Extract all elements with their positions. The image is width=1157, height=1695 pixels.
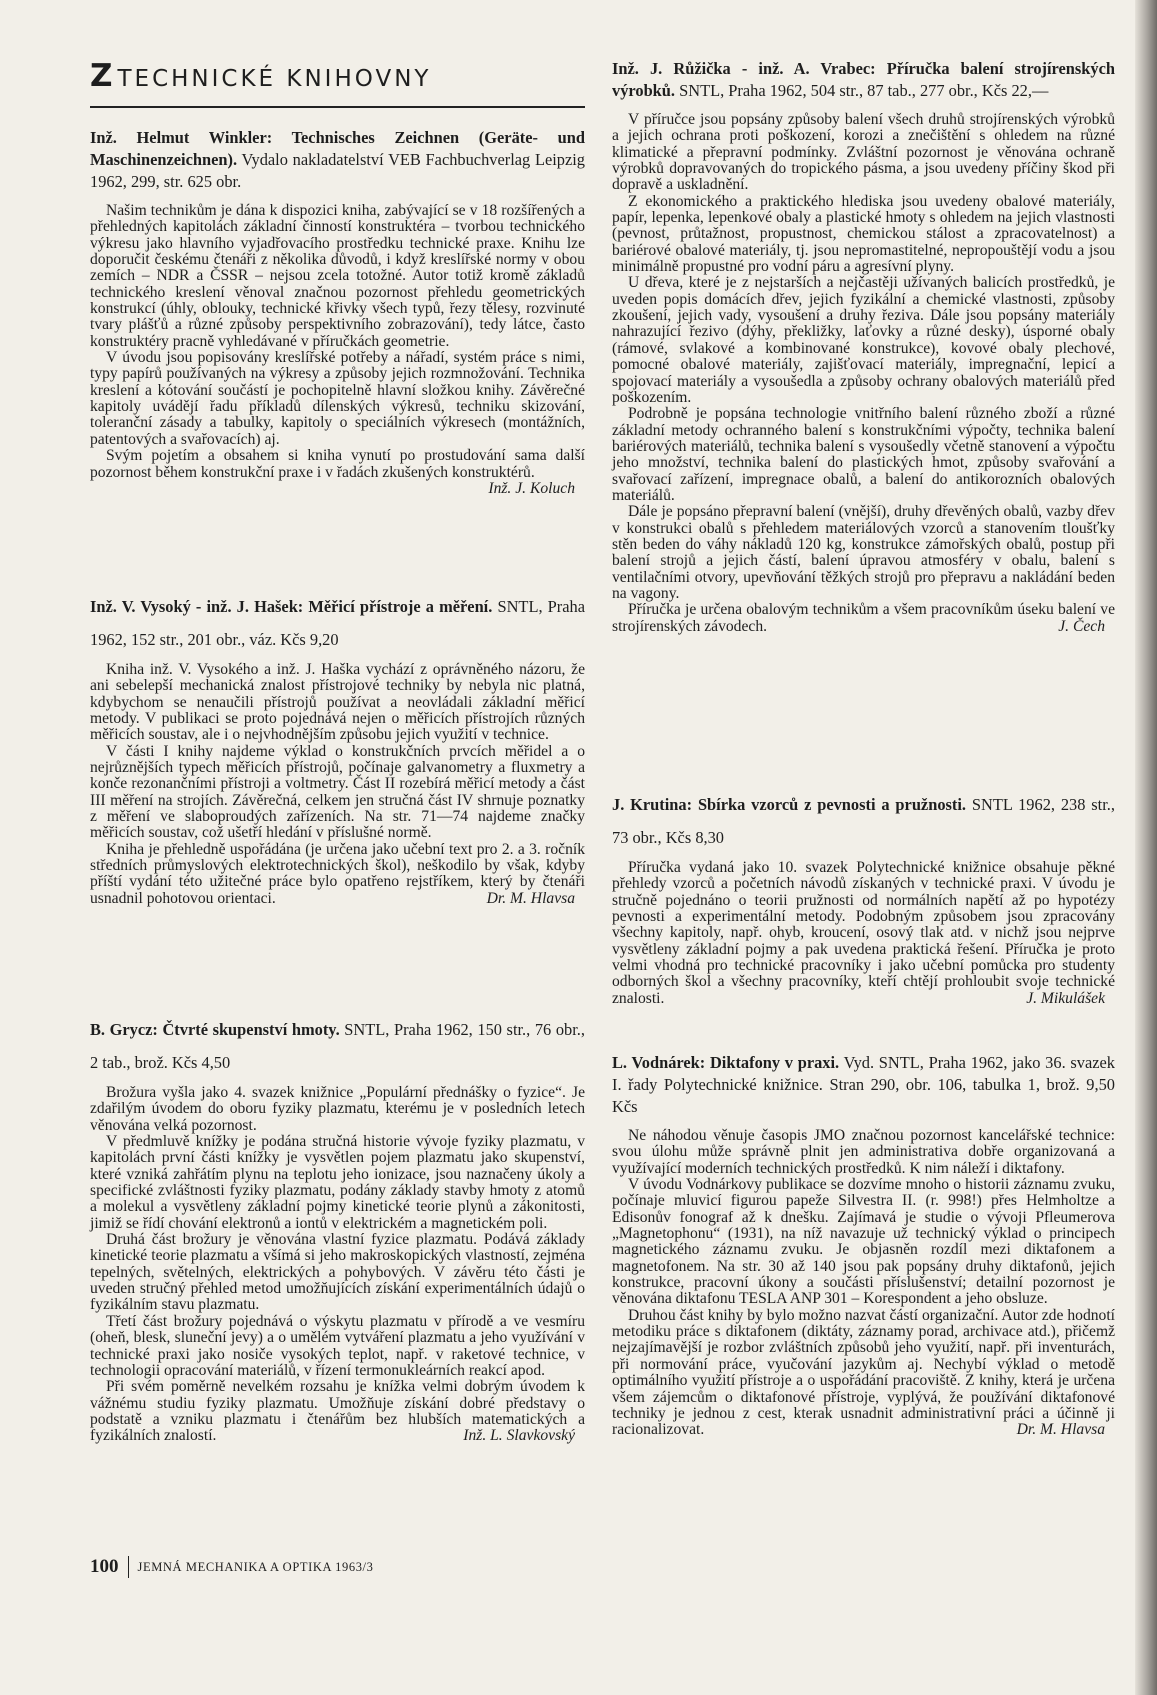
review-paragraph: Našim technikům je dána k dispozici kniha, zabývající se v 18 rozšířených a přehledných kapitolách základní činností konstruktéra – tvorbou technického výkresu jako hlavního vyjadřovacího prostředku technické praxe. Knihu lze doporučit českému čtenáři z několika důvodů, i když kreslířské normy v obou zemích – NDR a ČSSR – nejsou zcela totožné. Autor totiž kromě základů technického kreslení věnoval značnou pozornost přehledu geometrických konstrukcí (úhly, oblouky, technické křivky všech typů, řezy tělesy, rozvinuté tvary plášťů a různé způsoby perspektivního zobrazování), tedy látce, často konstruktéry pracně vyhledávané v příručkách geometrie.	[90, 202, 585, 350]
page-number: 100	[90, 1556, 119, 1577]
review-paragraph: Ne náhodou věnuje časopis JMO značnou pozornost kancelářské technice: svou úlohu může správně plnit jen administrativa dobře organizovaná a využívající moderních technických prostředků. K nim náleží i diktafony.	[612, 1127, 1115, 1177]
page-binding-shadow	[1135, 0, 1157, 1695]
review-paragraph: Druhou část knihy by bylo možno nazvat částí organizační. Autor zde hodnotí metodiku práce s diktafonem (diktáty, záznamy porad, archivace atd.), přičemž nejzajímavější je rozbor zvláštních způsobů jeho využití, např. při inventurách, při normování práce, vyučování jazykům aj. Nechybí výklad o metodě optimálního využití přístroje a o uspořádání pracoviště. Z knihy, která je určena všem zájemcům o diktafonové přístroje, vyplývá, že používání diktafonové techniky je jednou z cest, kterak usnadnit administrativní práci a účinně ji racionalizovat. Dr. M. Hlavsa	[612, 1306, 1115, 1439]
review-vysoky-hasek	[90, 590, 585, 907]
section-heading-text: TECHNICKÉ KNIHOVNY	[117, 66, 432, 92]
review-heading: B. Grycz: Čtvrté skupenství hmoty. SNTL, Praha 1962, 150 str., 76 obr., 2 tab., brož. Kčs 4,50	[90, 1020, 585, 1072]
review-signature: Dr. M. Hlavsa	[486, 889, 575, 907]
review-grycz	[90, 1013, 585, 1445]
review-body	[612, 112, 1115, 635]
review-signature: J. Mikulášek	[1026, 989, 1105, 1007]
section-heading-initial: Z	[90, 58, 114, 94]
review-paragraph: U dřeva, které je z nejstarších a nejčastěji užívaných balicích prostředků, je uveden popis domácích dřev, jejich fyzikální a chemické vlastnosti, způsoby zkoušení, jejich vady, vysoušení a druhy řeziva. Dále jsou popsány materiály nahrazující řezivo (dýhy, překližky, laťovky a různé desky), úsporné obaly (rámové, svlakové a kombinované konstrukce), kovové obaly plechové, pomocné obalové materiály, zajišťovací materiály, impregnační, lepicí a spojovací materiály a vysoušedla a způsoby ochrany obalových materiálů před poškozením.	[612, 274, 1115, 406]
review-body	[612, 860, 1115, 1007]
review-body	[90, 662, 585, 907]
review-vodnarek	[612, 1052, 1115, 1439]
review-paragraph: Svým pojetím a obsahem si kniha vynutí po prostudování sama další pozornost během konstrukční praxe i v řadách zkušených konstruktérů. Inž. J. Koluch	[90, 447, 585, 497]
review-paragraph: Druhá část brožury je věnována vlastní fyzice plazmatu. Podává základy kinetické teorie plazmatu a všímá si jeho makroskopických vlastností, zejména tepelných, světelných, elektrických a pohybových. V závěru této části je uveden stručný přehled metod umožňujících získání experimentálních údajů o fyzikálním stavu plazmatu.	[90, 1231, 585, 1314]
review-paragraph: V úvodu jsou popisovány kreslířské potřeby a nářadí, systém práce s nimi, typy papírů používaných na výkresy a způsoby jejich rozmnožování. Technika kreslení a kótování součástí je pochopitelně hlavní složkou knihy. Závěrečné kapitoly uvádějí řadu příkladů dílenských výkresů, techniku skizování, toleranční zásady a tabulky, kapitoly o speciálních výkresech (montážních, patentových a svařovacích) aj.	[90, 349, 585, 448]
review-heading: Inž. Helmut Winkler: Technisches Zeichnen (Geräte- und Maschinenzeichnen). Vydalo nakladatelství VEB Fachbuchverlag Leipzig 1962, 299, str. 625 obr.	[90, 128, 585, 191]
review-paragraph: Příručka vydaná jako 10. svazek Polytechnické knižnice obsahuje pěkné přehledy vzorců a početních návodů získaných v technické praxi. V úvodu je stručně pojednáno o teorii pružnosti od normálních napětí až po hypotézy pevnosti a experimentální metody. Podobným způsobem jsou zpracovány všechny kapitoly, např. ohyb, kroucení, osový tlak atd. v nichž jsou nejprve vysvětleny základní pojmy a pak uvedena praktická řešení. Příručka je proto velmi vhodná pro technické pracovníky i jako učební pomůcka pro studenty odborných škol a všechny pracovníky, kteří chtějí prohloubit svoje technické znalosti. J. Mikulášek	[612, 859, 1115, 1007]
review-paragraph: Brožura vyšla jako 4. svazek knižnice „Populární přednášky o fyzice“. Je zdařilým úvodem do oboru fyziky plazmatu, kterému je v posledních letech věnována velká pozornost.	[90, 1084, 585, 1134]
review-heading: J. Krutina: Sbírka vzorců z pevnosti a pružnosti. SNTL 1962, 238 str., 73 obr., Kčs 8,30	[612, 795, 1115, 847]
review-paragraph: Dále je popsáno přepravní balení (vnější), druhy dřevěných obalů, vazby dřev v konstrukci obalů s přehledem materiálových vzorců a stanovením tloušťky stěn beden do váhy nákladů 120 kg, konstrukce zámořských obalů, postup při balení strojů a jejich částí, balení úpravou atmosféry v obalu, balení s ventilačními otvory, upevňování těžkých strojů pro přepravu a nakládání beden na vagony.	[612, 503, 1115, 602]
review-heading: L. Vodnárek: Diktafony v praxi. Vyd. SNTL, Praha 1962, jako 36. svazek I. řady Polytechnické knižnice. Stran 290, obr. 106, tabulka 1, brož. 9,50 Kčs	[612, 1053, 1115, 1116]
review-paragraph: Kniha inž. V. Vysokého a inž. J. Haška vychází z oprávněného názoru, že ani sebelepší mechanická znalost přístrojové techniky by nebyla nic platná, kdybychom se nenaučili přístrojů používat a neovládali základní měřicí metody. V publikaci se proto pojednává nejen o měřicích přístrojích různých měřicích soustav, ale i o nejvhodnějším způsobu jejich využití v technice.	[90, 661, 585, 744]
review-signature: Inž. L. Slavkovský	[463, 1427, 575, 1445]
review-paragraph: Kniha je přehledně uspořádána (je určena jako učební text pro 2. a 3. ročník středních průmyslových elektrotechnických škol), neškodilo by však, kdyby příští vydání této užitečné práce bylo opatřeno rejstříkem, který by čtenáři usnadnil pohotovou orientaci. Dr. M. Hlavsa	[90, 840, 585, 907]
review-heading: Inž. J. Růžička - inž. A. Vrabec: Příručka balení strojírenských výrobků. SNTL, Praha 1962, 504 str., 87 tab., 277 obr., Kčs 22,—	[612, 59, 1115, 100]
review-body	[90, 202, 585, 497]
review-krutina	[612, 788, 1115, 1007]
review-ruzicka-vrabec	[612, 58, 1115, 635]
page-footer	[90, 1555, 373, 1579]
review-paragraph: Třetí část brožury pojednává o výskytu plazmatu v přírodě a ve vesmíru (oheň, blesk, sluneční jevy) a o umělém vytváření plazmatu a jeho využívání v technické praxi jako nosiče vysokých teplot, např. v raketové technice, v technologii opracování materiálů, v řízení termonukleárních reakcí apod.	[90, 1312, 585, 1379]
review-body	[90, 1085, 585, 1445]
review-paragraph: V úvodu Vodnárkovy publikace se dozvíme mnoho o historii záznamu zvuku, počínaje mluvicí figurou papeže Silvestra II. (r. 998!) přes Helmholtze a Edisonův fonograf až k dnešku. Zajímavá je studie o vývoji Pfleumerova „Magnetophonu“ (1931), na níž navazuje už technický výklad o principech magnetického záznamu zvuku. Je objasněn rozdíl mezi diktafonem a magnetofonem. Na str. 30 až 140 jsou pak popsány druhy diktafonů, jejich konstrukce, pracovní úkony a součásti příslušenství; detailní pozornost je věnována diktafonu TESLA ANP 301 – Korespondent a jeho obsluze.	[612, 1176, 1115, 1308]
review-paragraph: Příručka je určena obalovým technikům a všem pracovníkům úseku balení ve strojírenských závodech. J. Čech	[612, 601, 1115, 635]
review-paragraph: V části I knihy najdeme výklad o konstrukčních prvcích měřidel a o nejrůznějších typech měřicích přístrojů, počínaje galvanometry a fluxmetry a konče rezonančními přístroji a voltmetry. Část II rozebírá měřicí metody a část III měření na strojích. Závěrečná, celkem jen stručná část IV shrnuje poznatky z měření ve slaboproudých zařízeních. Na str. 71—74 najdeme značky měřicích soustav, což ušetří hledání v příslušné normě.	[90, 742, 585, 842]
review-body	[612, 1128, 1115, 1439]
review-paragraph: V příručce jsou popsány způsoby balení všech druhů strojírenských výrobků a jejich ochrana proti poškození, korozi a znečištění s ohledem na různé klimatické a přepravní podmínky. Zvláštní pozornost je věnována ochraně výrobků dopravovaných do tropického pásma, a jsou uvedeny příčiny škod při dopravě a uskladnění.	[612, 111, 1115, 194]
review-signature: Inž. J. Koluch	[488, 479, 575, 497]
review-paragraph: Při svém poměrně nevelkém rozsahu je knížka velmi dobrým úvodem k vážnému studiu fyziky plazmatu. Umožňuje získání dobré představy o podstatě a vzniku plazmatu i čtenářům bez hlubších matematických a fyzikálních znalostí. Inž. L. Slavkovský	[90, 1378, 585, 1445]
review-winkler	[90, 127, 585, 497]
review-paragraph: Podrobně je popsána technologie vnitřního balení různého zboží a různé základní metody ochranného balení s konstrukčními výpočty, technika balení bariérových materiálů, technika balení s vysoušedly včetně stanovení a výpočtu jeho množství, technika balení do plastických hmot, způsoby svařování a svařovací zařízení, impregnace obalů, a balení do antikorozních obalových materiálů.	[612, 405, 1115, 504]
review-heading: Inž. V. Vysoký - inž. J. Hašek: Měřicí přístroje a měření. SNTL, Praha 1962, 152 str., 201 obr., váz. Kčs 9,20	[90, 597, 586, 649]
review-paragraph: Z ekonomického a praktického hlediska jsou uvedeny obalové materiály, papír, lepenka, lepenkové obaly a plastické hmoty s ohledem na jejich vlastnosti (pevnost, průtažnost, propustnost, chemickou stálost a zpracovatelnost) a bariérové obalové materiály, tj. jsou nepromastitelné, nepropouštějí vodu a jsou minimálně propustné pro vodní páru a agresívní plyny.	[612, 192, 1115, 276]
section-heading	[90, 58, 585, 108]
journal-title: JEMNÁ MECHANIKA A OPTIKA 1963/3	[137, 1559, 374, 1574]
review-paragraph: V předmluvě knížky je podána stručná historie vývoje fyziky plazmatu, v kapitolách první části knížky je vysvětlen pojem plazmatu jako skupenství, které vzniká zahřátím plynu na teplotu jeho ionizace, jsou naznačeny úkoly a specifické zvláštnosti fyziky plazmatu, podány základy stavby hmoty z atomů a molekul a vysvětleny základní pojmy kinetické teorie plynů a zákonitosti, jimiž se řídí chování elektronů a iontů v elektrickém a magnetickém poli.	[90, 1133, 585, 1232]
review-signature: J. Čech	[1058, 617, 1105, 635]
review-signature: Dr. M. Hlavsa	[1016, 1421, 1105, 1439]
